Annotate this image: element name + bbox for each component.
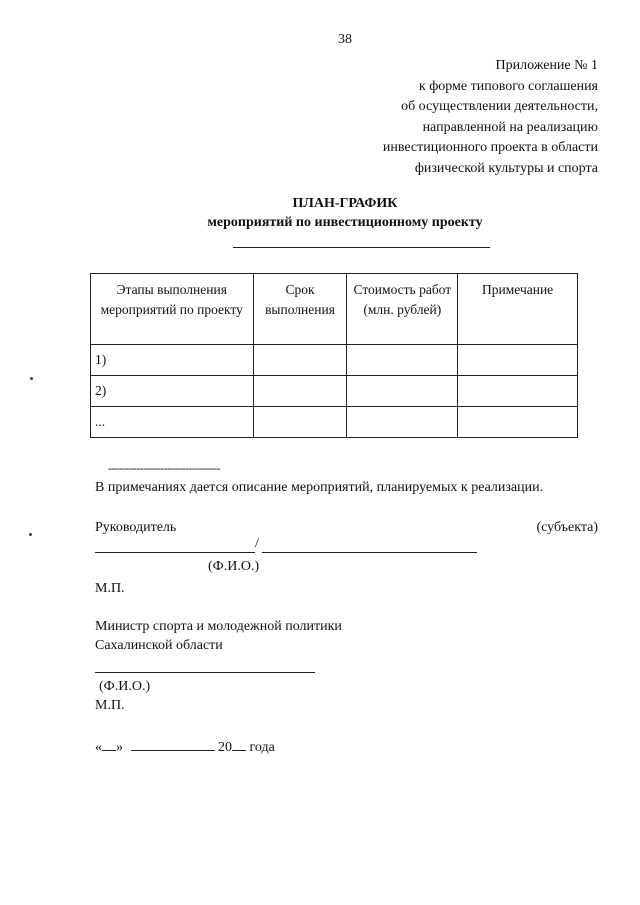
column-header-cost: Стоимость работ (млн. рублей)	[347, 274, 458, 345]
document-title	[0, 194, 640, 232]
table-cell	[458, 376, 578, 407]
leader-label: Руководитель	[95, 520, 177, 535]
year-blank	[232, 738, 246, 751]
table-cell	[347, 376, 458, 407]
month-blank	[131, 738, 215, 751]
title-sub: мероприятий по инвестиционному проекту	[207, 215, 483, 230]
appendix-line: к форме типового соглашения	[418, 78, 598, 94]
table-cell	[253, 376, 347, 407]
table-cell	[347, 345, 458, 376]
stamp-label: М.П.	[95, 581, 125, 596]
scan-speck	[29, 533, 32, 536]
table-cell: 2)	[91, 376, 254, 407]
appendix-line: Приложение № 1	[495, 58, 598, 73]
name-line	[262, 552, 477, 553]
column-header-deadline: Срок выполнения	[253, 274, 347, 345]
appendix-line: физической культуры и спорта	[414, 160, 598, 176]
year-suffix: года	[249, 740, 275, 755]
footnote-marker: --------------------------------	[108, 461, 220, 475]
appendix-line: об осуществлении деятельности,	[401, 99, 598, 114]
title-main: ПЛАН-ГРАФИК	[292, 196, 398, 211]
column-header-stages: Этапы выполнения мероприятий по проекту	[91, 274, 254, 345]
fio-label: (Ф.И.О.)	[208, 559, 260, 574]
day-blank	[102, 738, 116, 751]
signature-separator: /	[255, 536, 259, 551]
plan-table	[90, 273, 578, 438]
table-header-row	[91, 274, 578, 345]
table-cell	[253, 345, 347, 376]
year-prefix: 20	[218, 740, 232, 755]
appendix-line: инвестиционного проекта в области	[382, 140, 598, 155]
scan-speck	[30, 377, 33, 380]
table-row	[91, 345, 578, 376]
footnote-text: В примечаниях дается описание мероприятий, планируемых к реализации.	[95, 480, 544, 495]
project-name-line	[233, 247, 490, 248]
table-cell	[458, 345, 578, 376]
page-number: 38	[338, 32, 352, 47]
column-header-note: Примечание	[458, 274, 578, 345]
appendix-header	[383, 56, 598, 179]
appendix-line: направленной на реализацию	[422, 119, 598, 135]
fio-label: (Ф.И.О.)	[99, 679, 151, 694]
table-cell	[458, 407, 578, 438]
quote-open: «	[95, 740, 102, 755]
minister-title: Министр спорта и молодежной политики	[95, 619, 342, 634]
date-line	[95, 738, 275, 756]
minister-signature-line	[95, 672, 315, 673]
subject-label: (субъекта)	[536, 520, 598, 535]
table-cell: 1)	[91, 345, 254, 376]
table-cell: ...	[91, 407, 254, 438]
table-row	[91, 376, 578, 407]
table-cell	[347, 407, 458, 438]
quote-close: »	[116, 740, 123, 755]
stamp-label: М.П.	[95, 698, 125, 713]
table-cell	[253, 407, 347, 438]
minister-region: Сахалинской области	[95, 638, 223, 653]
signature-line	[95, 552, 255, 553]
table-row	[91, 407, 578, 438]
